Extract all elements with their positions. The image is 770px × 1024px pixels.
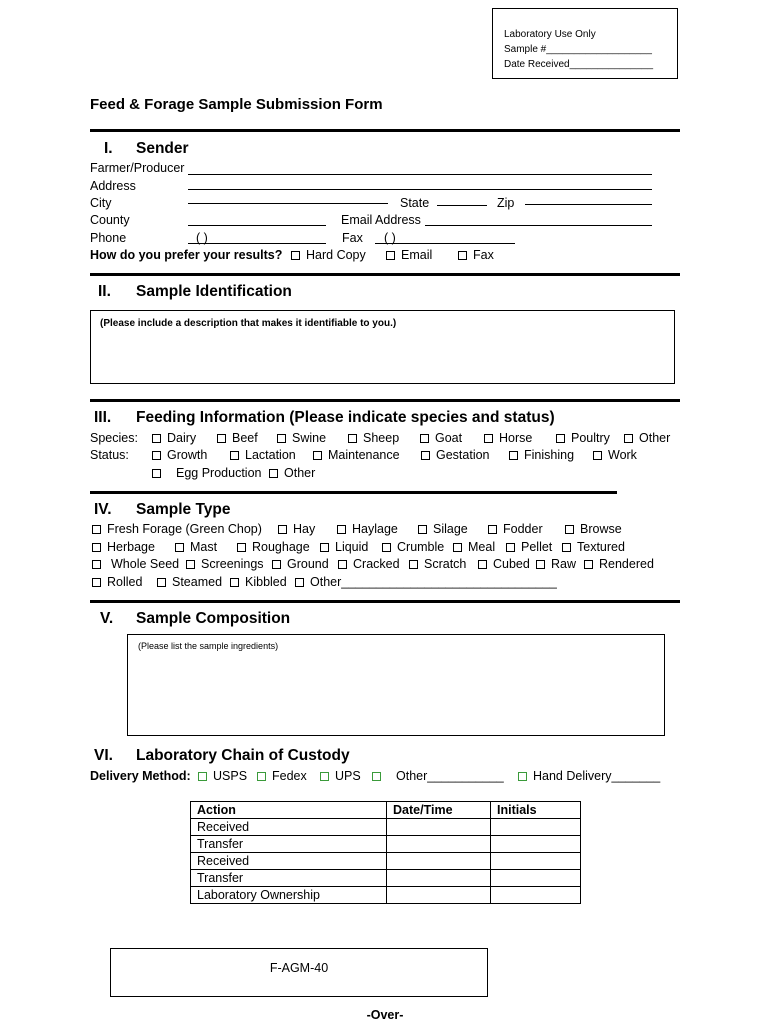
prefer-results-label: How do you prefer your results?: [90, 248, 283, 262]
checkbox-icon: [92, 578, 101, 587]
form-code: F-AGM-40: [269, 961, 329, 975]
section-rule-2: [90, 273, 680, 276]
type-hay[interactable]: Hay: [278, 522, 315, 536]
type-screenings[interactable]: Screenings: [186, 557, 264, 571]
type-rendered[interactable]: Rendered: [584, 557, 654, 571]
checkbox-icon: [320, 772, 329, 781]
option-hard-copy[interactable]: Hard Copy: [291, 248, 366, 262]
email-field[interactable]: [425, 225, 652, 226]
status-growth[interactable]: Growth: [152, 448, 207, 462]
type-raw[interactable]: Raw: [536, 557, 576, 571]
checkbox-icon: [313, 451, 322, 460]
table-row: [191, 819, 581, 836]
checkbox-icon: [269, 469, 278, 478]
checkbox-icon: [152, 469, 161, 478]
zip-field[interactable]: [525, 204, 652, 205]
status-maintenance[interactable]: Maintenance: [313, 448, 400, 462]
species-label: Species:: [90, 431, 138, 445]
type-browse[interactable]: Browse: [565, 522, 622, 536]
phone-field[interactable]: [188, 243, 326, 244]
custody-table: [190, 801, 581, 904]
checkbox-icon: [518, 772, 527, 781]
checkbox-icon: [175, 543, 184, 552]
fax-area-code: ( ): [384, 231, 396, 245]
section-2-number: II.: [98, 283, 111, 300]
checkbox-icon: [624, 434, 633, 443]
header-action: Action: [191, 802, 387, 819]
delivery-hand[interactable]: Hand Delivery_______: [518, 769, 660, 783]
checkbox-icon: [556, 434, 565, 443]
type-liquid[interactable]: Liquid: [320, 540, 368, 554]
checkbox-icon: [337, 525, 346, 534]
fax-field[interactable]: [375, 243, 515, 244]
sample-ingredients-box[interactable]: [127, 634, 665, 736]
type-fodder[interactable]: Fodder: [488, 522, 543, 536]
type-other[interactable]: Other_______________________________: [295, 575, 557, 589]
checkbox-icon: [152, 451, 161, 460]
action-cell: Transfer: [191, 870, 387, 887]
checkbox-icon: [198, 772, 207, 781]
type-cubed[interactable]: Cubed: [478, 557, 530, 571]
initials-cell[interactable]: [491, 853, 581, 870]
status-lactation[interactable]: Lactation: [230, 448, 296, 462]
checkbox-icon: [230, 578, 239, 587]
species-sheep[interactable]: Sheep: [348, 431, 399, 445]
checkbox-icon: [217, 434, 226, 443]
form-title: Feed & Forage Sample Submission Form: [90, 96, 383, 113]
type-steamed[interactable]: Steamed: [157, 575, 222, 589]
checkbox-icon: [278, 525, 287, 534]
checkbox-icon: [478, 560, 487, 569]
email-label: Email Address: [341, 213, 421, 227]
phone-label: Phone: [90, 231, 127, 245]
type-meal[interactable]: Meal: [453, 540, 495, 554]
delivery-method-label: Delivery Method:: [90, 769, 191, 783]
sample-description-note: (Please include a description that makes it identifiable to you.): [100, 318, 397, 329]
delivery-other[interactable]: Other___________: [372, 769, 504, 783]
checkbox-icon: [421, 451, 430, 460]
sample-description-box[interactable]: [90, 310, 675, 384]
checkbox-icon: [92, 560, 101, 569]
phone-area-code: ( ): [196, 231, 208, 245]
checkbox-icon: [277, 434, 286, 443]
checkbox-icon: [320, 543, 329, 552]
checkbox-icon: [291, 251, 300, 260]
state-label: State: [400, 196, 430, 210]
type-whole-seed[interactable]: Whole Seed: [92, 557, 179, 571]
section-rule-3: [90, 399, 680, 402]
checkbox-icon: [338, 560, 347, 569]
checkbox-icon: [237, 543, 246, 552]
farmer-field[interactable]: [188, 174, 652, 175]
action-cell: Transfer: [191, 836, 387, 853]
checkbox-icon: [584, 560, 593, 569]
section-6-title: Laboratory Chain of Custody: [136, 747, 350, 764]
type-pellet[interactable]: Pellet: [506, 540, 552, 554]
date-time-cell[interactable]: [387, 870, 491, 887]
checkbox-icon: [257, 772, 266, 781]
section-rule-5: [90, 600, 680, 603]
section-4-title: Sample Type: [136, 501, 231, 518]
checkbox-icon: [488, 525, 497, 534]
option-email[interactable]: Email: [386, 248, 432, 262]
status-egg-production[interactable]: Egg Production: [152, 466, 261, 480]
action-cell: Received: [191, 819, 387, 836]
checkbox-icon: [506, 543, 515, 552]
species-swine[interactable]: Swine: [277, 431, 326, 445]
delivery-usps[interactable]: USPS: [198, 769, 247, 783]
checkbox-icon: [420, 434, 429, 443]
checkbox-icon: [382, 543, 391, 552]
checkbox-icon: [536, 560, 545, 569]
type-cracked[interactable]: Cracked: [338, 557, 400, 571]
lab-use-title: Laboratory Use Only: [504, 29, 596, 40]
table-row: [191, 870, 581, 887]
checkbox-icon: [186, 560, 195, 569]
county-field[interactable]: [188, 225, 326, 226]
checkbox-icon: [453, 543, 462, 552]
type-ground[interactable]: Ground: [272, 557, 329, 571]
section-6-number: VI.: [94, 747, 113, 764]
status-other[interactable]: Other: [269, 466, 315, 480]
checkbox-icon: [230, 451, 239, 460]
type-mast[interactable]: Mast: [175, 540, 217, 554]
species-beef[interactable]: Beef: [217, 431, 258, 445]
type-crumble[interactable]: Crumble: [382, 540, 444, 554]
checkbox-icon: [272, 560, 281, 569]
type-haylage[interactable]: Haylage: [337, 522, 398, 536]
species-goat[interactable]: Goat: [420, 431, 462, 445]
type-scratch[interactable]: Scratch: [409, 557, 466, 571]
species-poultry[interactable]: Poultry: [556, 431, 610, 445]
zip-label: Zip: [497, 196, 515, 210]
action-cell: Laboratory Ownership: [191, 887, 387, 904]
section-rule-1: [90, 129, 680, 132]
species-other[interactable]: Other: [624, 431, 670, 445]
section-3-number: III.: [94, 409, 112, 426]
section-4-number: IV.: [94, 501, 112, 518]
section-3-title: Feeding Information (Please indicate species and status): [136, 409, 555, 426]
checkbox-icon: [509, 451, 518, 460]
initials-cell[interactable]: [491, 870, 581, 887]
type-textured[interactable]: Textured: [562, 540, 625, 554]
date-time-cell[interactable]: [387, 887, 491, 904]
address-field[interactable]: [188, 189, 652, 190]
checkbox-icon: [157, 578, 166, 587]
checkbox-icon: [484, 434, 493, 443]
table-row: [191, 836, 581, 853]
species-horse[interactable]: Horse: [484, 431, 532, 445]
section-2-title: Sample Identification: [136, 283, 292, 300]
status-work[interactable]: Work: [593, 448, 637, 462]
type-silage[interactable]: Silage: [418, 522, 468, 536]
type-rolled[interactable]: Rolled: [92, 575, 142, 589]
status-finishing[interactable]: Finishing: [509, 448, 574, 462]
checkbox-icon: [92, 525, 101, 534]
checkbox-icon: [409, 560, 418, 569]
city-field[interactable]: [188, 203, 388, 204]
table-row: [191, 887, 581, 904]
section-1-title: Sender: [136, 140, 189, 157]
checkbox-icon: [152, 434, 161, 443]
status-gestation[interactable]: Gestation: [421, 448, 490, 462]
date-time-cell[interactable]: [387, 853, 491, 870]
type-roughage[interactable]: Roughage: [237, 540, 310, 554]
delivery-fedex[interactable]: Fedex: [257, 769, 307, 783]
footer-over: -Over-: [366, 1008, 404, 1022]
header-date-time: Date/Time: [387, 802, 491, 819]
type-herbage[interactable]: Herbage: [92, 540, 155, 554]
section-1-number: I.: [104, 140, 113, 157]
checkbox-icon: [565, 525, 574, 534]
header-initials: Initials: [491, 802, 581, 819]
type-fresh-forage[interactable]: Fresh Forage (Green Chop): [92, 522, 262, 536]
state-field[interactable]: [437, 205, 487, 206]
lab-sample-number: Sample #___________________: [504, 44, 652, 55]
section-5-number: V.: [100, 610, 114, 627]
species-dairy[interactable]: Dairy: [152, 431, 196, 445]
table-header-row: [191, 802, 581, 819]
table-row: [191, 853, 581, 870]
checkbox-icon: [372, 772, 381, 781]
initials-cell[interactable]: [491, 836, 581, 853]
form-code-box: [110, 948, 488, 997]
sample-ingredients-note: (Please list the sample ingredients): [138, 641, 279, 651]
section-5-title: Sample Composition: [136, 610, 291, 627]
checkbox-icon: [458, 251, 467, 260]
delivery-ups[interactable]: UPS: [320, 769, 361, 783]
city-label: City: [90, 196, 112, 210]
type-kibbled[interactable]: Kibbled: [230, 575, 287, 589]
option-fax[interactable]: Fax: [458, 248, 494, 262]
section-rule-4: [90, 491, 617, 494]
date-time-cell[interactable]: [387, 819, 491, 836]
address-label: Address: [90, 179, 136, 193]
action-cell: Received: [191, 853, 387, 870]
checkbox-icon: [348, 434, 357, 443]
checkbox-icon: [418, 525, 427, 534]
checkbox-icon: [562, 543, 571, 552]
lab-date-received: Date Received_______________: [504, 59, 654, 70]
checkbox-icon: [92, 543, 101, 552]
checkbox-icon: [593, 451, 602, 460]
initials-cell[interactable]: [491, 819, 581, 836]
status-label: Status:: [90, 448, 129, 462]
farmer-label: Farmer/Producer: [90, 161, 185, 175]
checkbox-icon: [386, 251, 395, 260]
lab-use-box: [492, 8, 678, 79]
checkbox-icon: [295, 578, 304, 587]
county-label: County: [90, 213, 130, 227]
fax-label: Fax: [342, 231, 363, 245]
date-time-cell[interactable]: [387, 836, 491, 853]
initials-cell[interactable]: [491, 887, 581, 904]
